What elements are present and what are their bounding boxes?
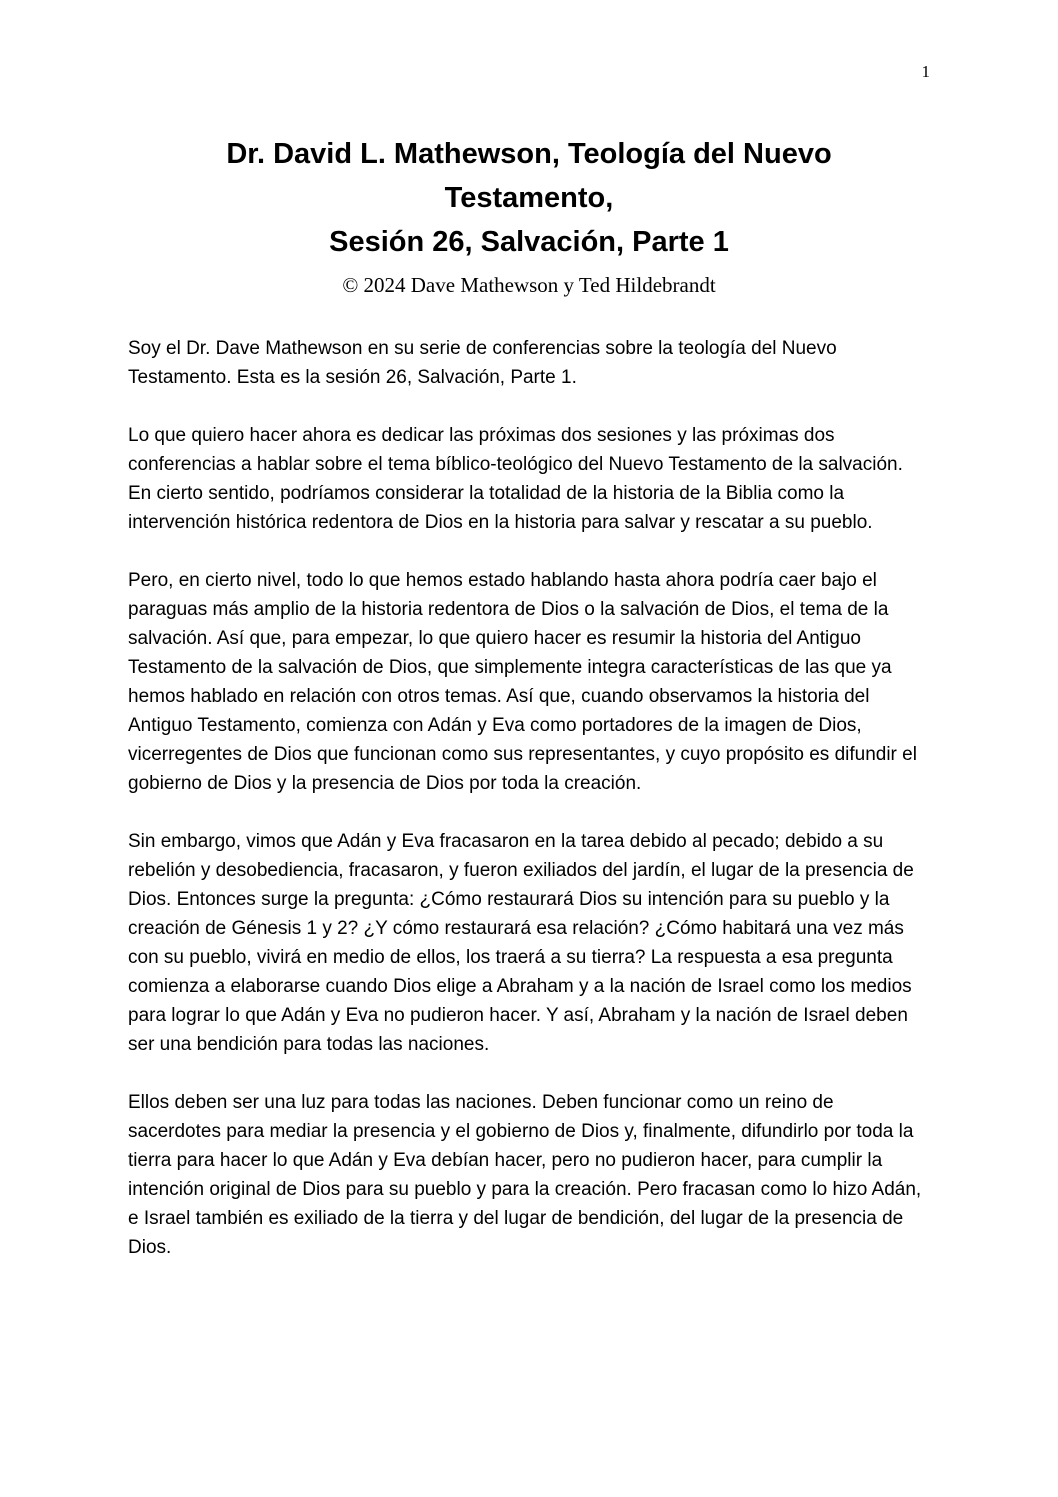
paragraph-1: Soy el Dr. Dave Mathewson en su serie de conferencias sobre la teología del Nuevo Testamento. Esta es la sesión 26, Salvación, Parte 1. (128, 338, 837, 388)
title-line-2: Testamento, (444, 182, 614, 214)
paragraph-2: Lo que quiero hacer ahora es dedicar las próximas dos sesiones y las próximas dos conferencias a hablar sobre el tema bíblico-teológico del Nuevo Testamento de la salvación. En cierto sentido, podríamos considerar la totalidad de la historia de la Biblia como la intervención histórica redentora de Dios en la historia para salvar y rescatar a su pueblo. (128, 425, 903, 533)
copyright-line: © 2024 Dave Mathewson y Ted Hildebrandt (342, 273, 716, 297)
document-body (128, 334, 930, 1262)
title-line-1: Dr. David L. Mathewson, Teología del Nuevo (226, 138, 832, 170)
title-line-3: Sesión 26, Salvación, Parte 1 (329, 226, 729, 258)
paragraph-4: Sin embargo, vimos que Adán y Eva fracasaron en la tarea debido al pecado; debido a su rebelión y desobediencia, fracasaron, y fueron exiliados del jardín, el lugar de la presencia de Dios. Entonces surge la pregunta: ¿Cómo restaurará Dios su intención para su pueblo y la creación de Génesis 1 y 2? ¿Y cómo restaurará esa relación? ¿Cómo habitará una vez más con su pueblo, vivirá en medio de ellos, los traerá a su tierra? La respuesta a esa pregunta comienza a elaborarse cuando Dios elige a Abraham y a la nación de Israel como los medios para lograr lo que Adán y Eva no pudieron hacer. Y así, Abraham y la nación de Israel deben ser una bendición para todas las naciones. (128, 831, 914, 1055)
page-number: 1 (921, 62, 930, 81)
paragraph-5: Ellos deben ser una luz para todas las naciones. Deben funcionar como un reino de sacerdotes para mediar la presencia y el gobierno de Dios y, finalmente, difundirlo por toda la tierra para hacer lo que Adán y Eva debían hacer, pero no pudieron hacer, para cumplir la intención original de Dios para su pueblo y para la creación. Pero fracasan como lo hizo Adán, e Israel también es exiliado de la tierra y del lugar de bendición, del lugar de la presencia de Dios. (128, 1092, 922, 1258)
paragraph-3: Pero, en cierto nivel, todo lo que hemos estado hablando hasta ahora podría caer bajo el paraguas más amplio de la historia redentora de Dios o la salvación de Dios, el tema de la salvación. Así que, para empezar, lo que quiero hacer es resumir la historia del Antiguo Testamento de la salvación de Dios, que simplemente integra características de las que ya hemos hablado en relación con otros temas. Así que, cuando observamos la historia del Antiguo Testamento, comienza con Adán y Eva como portadores de la imagen de Dios, vicerregentes de Dios que funcionan como sus representantes, y cuyo propósito es difundir el gobierno de Dios y la presencia de Dios por toda la creación. (128, 570, 917, 794)
document-title (128, 132, 930, 264)
